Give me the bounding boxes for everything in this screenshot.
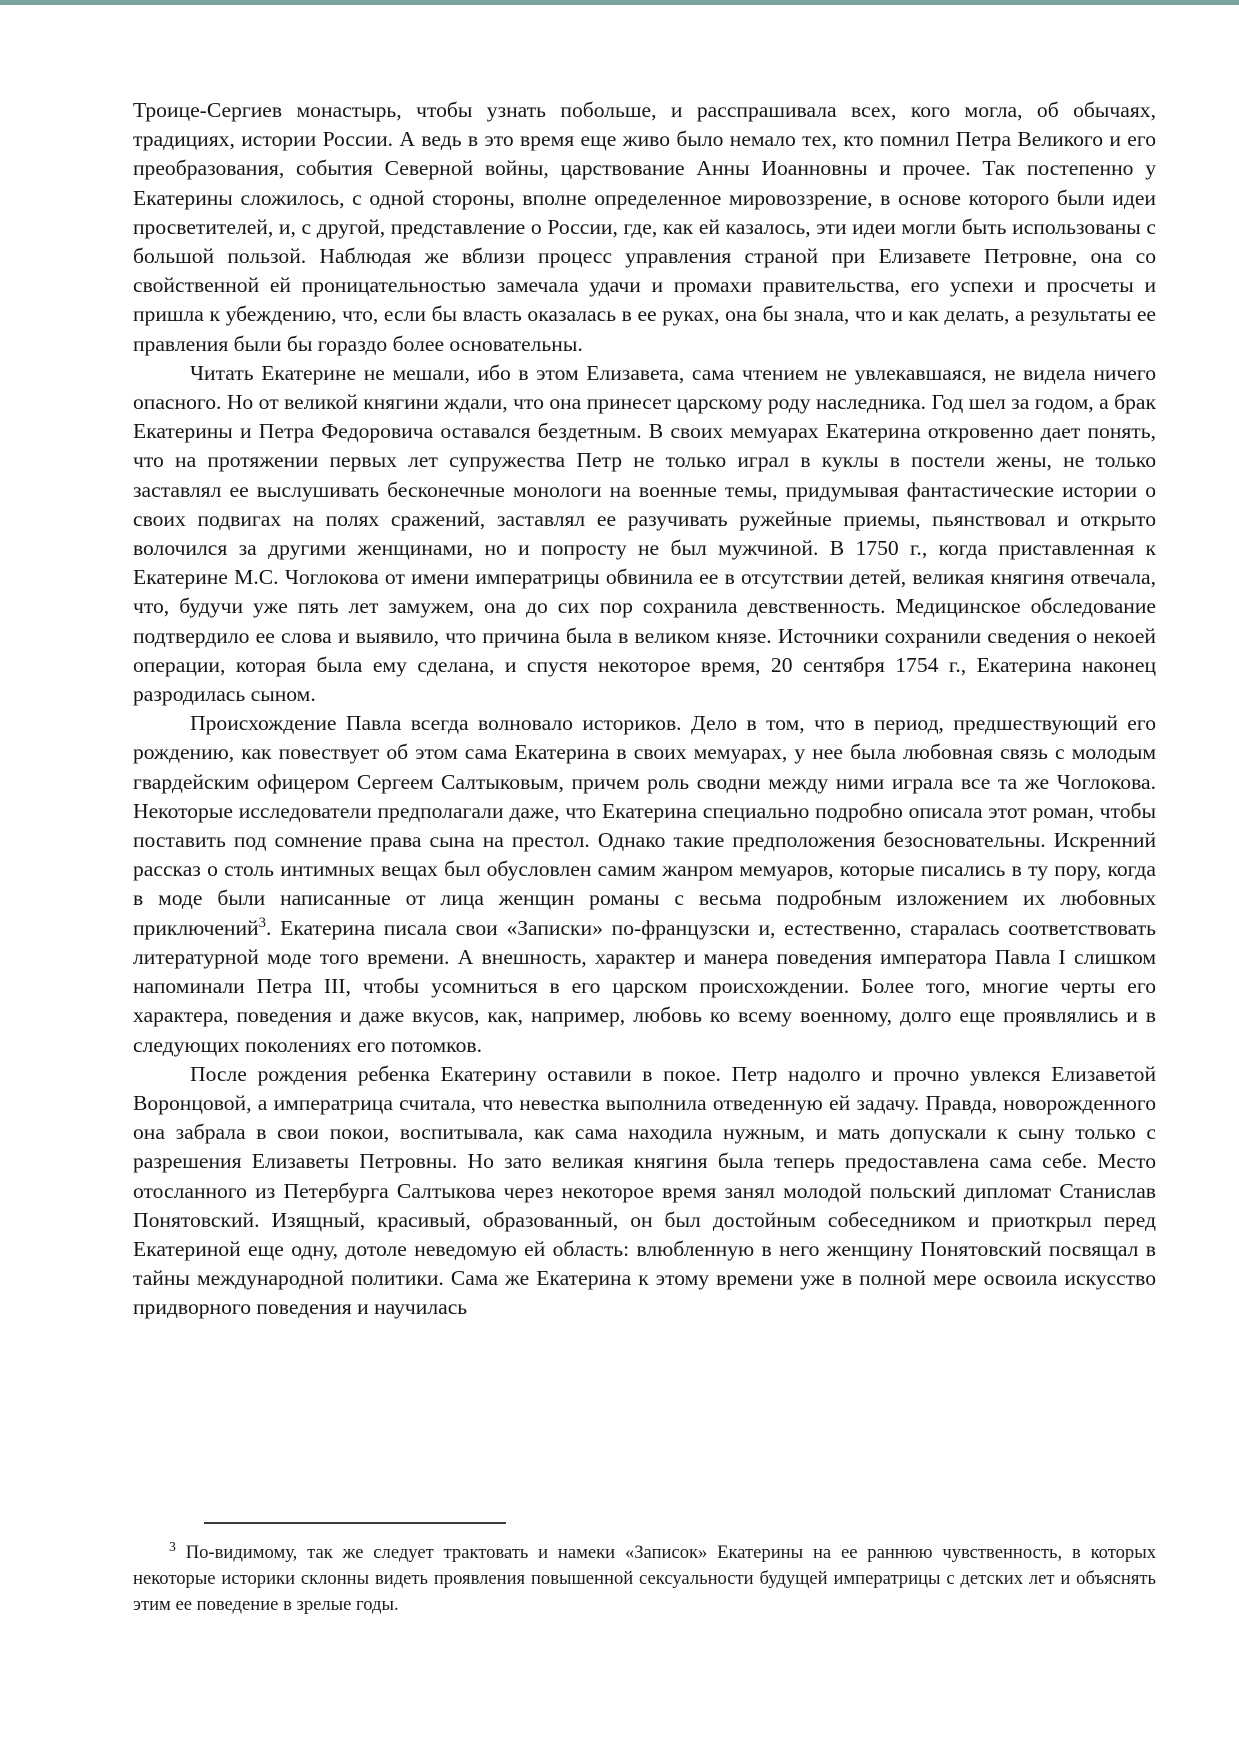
paragraph-2: Читать Екатерине не мешали, ибо в этом Елизавета, сама чтением не увлекавшаяся, не видела ничего опасного. Но от великой княгини ждали, что она принесет царскому роду наследника. Год шел за годом, а брак Екатерины и Петра Федоровича оставался бездетным. В своих мемуарах Екатерина откровенно дает понять, что на протяжении первых лет супружества Петр не только играл в куклы в постели жены, не только заставлял ее выслушивать бесконечные монологи на военные темы, придумывая фантастические истории о своих подвигах на полях сражений, заставлял ее разучивать ружейные приемы, пьянствовал и открыто волочился за другими женщинами, но и попросту не был мужчиной. В 1750 г., когда приставленная к Екатерине М.С. Чоглокова от имени императрицы обвинила ее в отсутствии детей, великая княгиня отвечала, что, будучи уже пять лет замужем, она до сих пор сохранила девственность. Медицинское обследование подтвердило ее слова и выявило, что причина была в великом князе. Источники сохранили сведения о некоей операции, которая была ему сделана, и спустя некоторое время, 20 сентября 1754 г., Екатерина наконец разродилась сыном. bbox=[133, 360, 1156, 707]
body-text bbox=[133, 96, 1156, 1323]
footnote-body: По-видимому, так же следует трактовать и намеки «Записок» Екатерины на ее раннюю чувственность, в которых некоторые историки склонны видеть проявления повышенной сексуальности будущей императрицы с детских лет и объяснять этим ее поведение в зрелые годы. bbox=[133, 1542, 1156, 1615]
paragraph-3-text: Происхождение Павла всегда волновало историков. Дело в том, что в период, предшествующий его рождению, как повествует об этом сама Екатерина в своих мемуарах, у нее была любовная связь с молодым гвардейским офицером Сергеем Салтыковым, причем роль сводни между ними играла все та же Чоглокова. Некоторые исследователи предполагали даже, что Екатерина специально подробно описала этот роман, чтобы поставить под сомнение права сына на престол. Однако такие предположения безосновательны. Искренний рассказ о столь интимных вещах был обусловлен самим жанром мемуаров, которые писались в ту пору, когда в моде были написанные от лица женщин романы с весьма подробным изложением их любовных приключений bbox=[133, 711, 1156, 940]
footnote-marker: 3 bbox=[169, 1538, 176, 1554]
footnote bbox=[133, 1540, 1156, 1617]
footnote-reference-3: 3 bbox=[258, 914, 266, 931]
paragraph-4: После рождения ребенка Екатерину оставили в покое. Петр надолго и прочно увлекся Елизаветой Воронцовой, а императрица считала, что невестка выполнила отведенную ей задачу. Правда, новорожденного она забрала в свои покои, воспитывала, как сама находила нужным, и мать допускали к сыну только с разрешения Елизаветы Петровны. Но зато великая княгиня была теперь предоставлена сама себе. Место отосланного из Петербурга Салтыкова через некоторое время занял молодой польский дипломат Станислав Понятовский. Изящный, красивый, образованный, он был достойным собеседником и приоткрыл перед Екатериной еще одну, дотоле неведомую ей область: влюбленную в него женщину Понятовский посвящал в тайны международной политики. Сама же Екатерина к этому времени уже в полной мере освоила искусство придворного поведения и научилась bbox=[133, 1061, 1156, 1320]
page-top-edge-line bbox=[0, 0, 1239, 5]
paragraph-1: Троице-Сергиев монастырь, чтобы узнать побольше, и расспрашивала всех, кого могла, об обычаях, традициях, истории России. А ведь в это время еще живо было немало тех, кто помнил Петра Великого и его преобразования, события Северной войны, царствование Анны Иоанновны и прочее. Так постепенно у Екатерины сложилось, с одной стороны, вполне определенное мировоззрение, в основе которого были идеи просветителей, и, с другой, представление о России, где, как ей казалось, эти идеи могли быть использованы с большой пользой. Наблюдая же вблизи процесс управления страной при Елизавете Петровне, она со свойственной ей проницательностью замечала удачи и промахи правительства, его успехи и просчеты и пришла к убеждению, что, если бы власть оказалась в ее руках, она бы знала, что и как делать, а результаты ее правления были бы гораздо более основательны. bbox=[133, 98, 1156, 356]
footnote-separator-line bbox=[204, 1522, 506, 1524]
paragraph-3 bbox=[133, 709, 1156, 1059]
paragraph-3-continuation: . Екатерина писала свои «Записки» по-французски и, естественно, старалась соответствовать литературной моде того времени. А внешность, характер и манера поведения императора Павла I слишком напоминали Петра III, чтобы усомниться в его царском происхождении. Более того, многие черты его характера, поведения и даже вкусов, как, например, любовь ко всему военному, долго еще проявлялись и в следующих поколениях его потомков. bbox=[133, 915, 1156, 1057]
footnote-text bbox=[133, 1540, 1156, 1617]
